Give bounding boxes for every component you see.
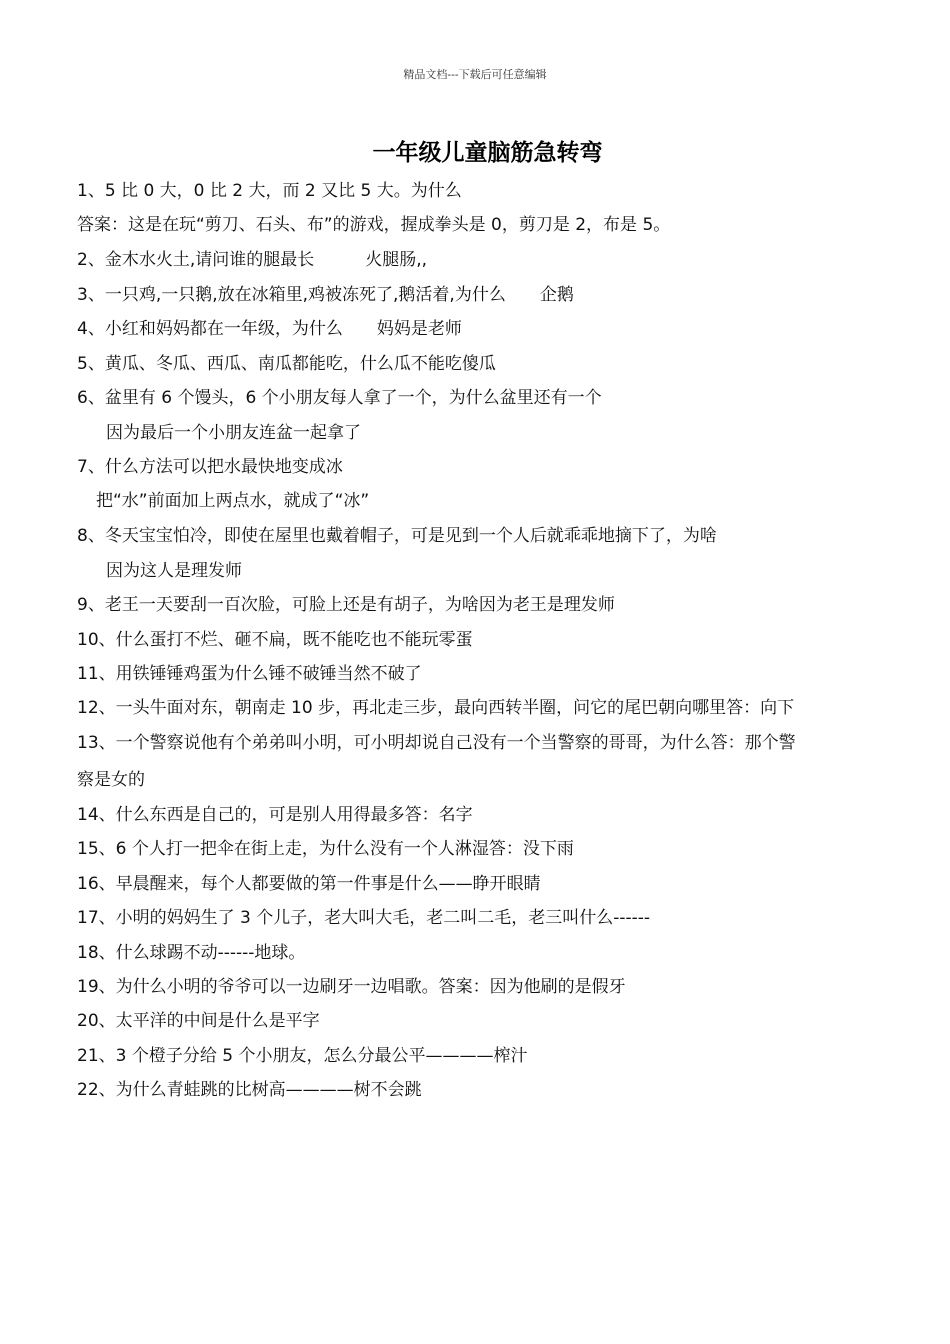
- text-line: 14、什么东西是自己的，可是别人用得最多答：名字: [77, 805, 473, 825]
- header-note: 精品文档---下载后可任意编辑: [403, 68, 547, 81]
- text-line: 11、用铁锤锤鸡蛋为什么锤不破锤当然不破了: [77, 664, 422, 684]
- text-line: 19、为什么小明的爷爷可以一边刷牙一边唱歌。答案：因为他刷的是假牙: [77, 977, 626, 997]
- text-line: 察是女的: [77, 770, 145, 790]
- text-line: 因为这人是理发师: [106, 561, 242, 581]
- text-line: 15、6 个人打一把伞在街上走，为什么没有一个人淋湿答：没下雨: [77, 839, 574, 859]
- text-line: 4、小红和妈妈都在一年级，为什么 妈妈是老师: [77, 319, 462, 339]
- text-line: 18、什么球踢不动------地球。: [77, 943, 306, 963]
- text-line: 6、盆里有 6 个馒头，6 个小朋友每人拿了一个，为什么盆里还有一个: [77, 388, 602, 408]
- text-line: 12、一头牛面对东，朝南走 10 步，再北走三步，最向西转半圈，问它的尾巴朝向哪里答：向下: [77, 698, 795, 718]
- text-line: 13、一个警察说他有个弟弟叫小明，可小明却说自己没有一个当警察的哥哥，为什么答：那个警: [77, 733, 796, 753]
- text-line: 因为最后一个小朋友连盆一起拿了: [106, 423, 361, 443]
- text-line: 20、太平洋的中间是什么是平字: [77, 1011, 320, 1031]
- page-title: 一年级儿童脑筋急转弯: [372, 139, 603, 166]
- text-line: 1、5 比 0 大，0 比 2 大，而 2 又比 5 大。为什么: [77, 181, 462, 201]
- text-line: 21、3 个橙子分给 5 个小朋友，怎么分最公平————榨汁: [77, 1046, 528, 1066]
- text-line: 22、为什么青蛙跳的比树高————树不会跳: [77, 1080, 422, 1100]
- text-line: 8、冬天宝宝怕冷，即使在屋里也戴着帽子，可是见到一个人后就乖乖地摘下了，为啥: [77, 526, 717, 546]
- text-line: 9、老王一天要刮一百次脸，可脸上还是有胡子，为啥因为老王是理发师: [77, 595, 615, 615]
- text-line: 答案：这是在玩“剪刀、石头、布”的游戏，握成拳头是 0，剪刀是 2，布是 5。: [77, 215, 671, 235]
- text-line: 16、早晨醒来，每个人都要做的第一件事是什么——睁开眼睛: [77, 874, 541, 894]
- text-line: 10、什么蛋打不烂、砸不扁，既不能吃也不能玩零蛋: [77, 630, 473, 650]
- text-line: 5、黄瓜、冬瓜、西瓜、南瓜都能吃，什么瓜不能吃傻瓜: [77, 354, 496, 374]
- text-line: 17、小明的妈妈生了 3 个儿子，老大叫大毛，老二叫二毛，老三叫什么------: [77, 908, 651, 928]
- text-line: 把“水”前面加上两点水，就成了“冰”: [96, 491, 370, 511]
- text-line: 2、金木水火土,请问谁的腿最长 火腿肠,,: [77, 250, 428, 270]
- text-line: 7、什么方法可以把水最快地变成冰: [77, 457, 343, 477]
- text-line: 3、一只鸡,一只鹅,放在冰箱里,鸡被冻死了,鹅活着,为什么 企鹅: [77, 285, 574, 305]
